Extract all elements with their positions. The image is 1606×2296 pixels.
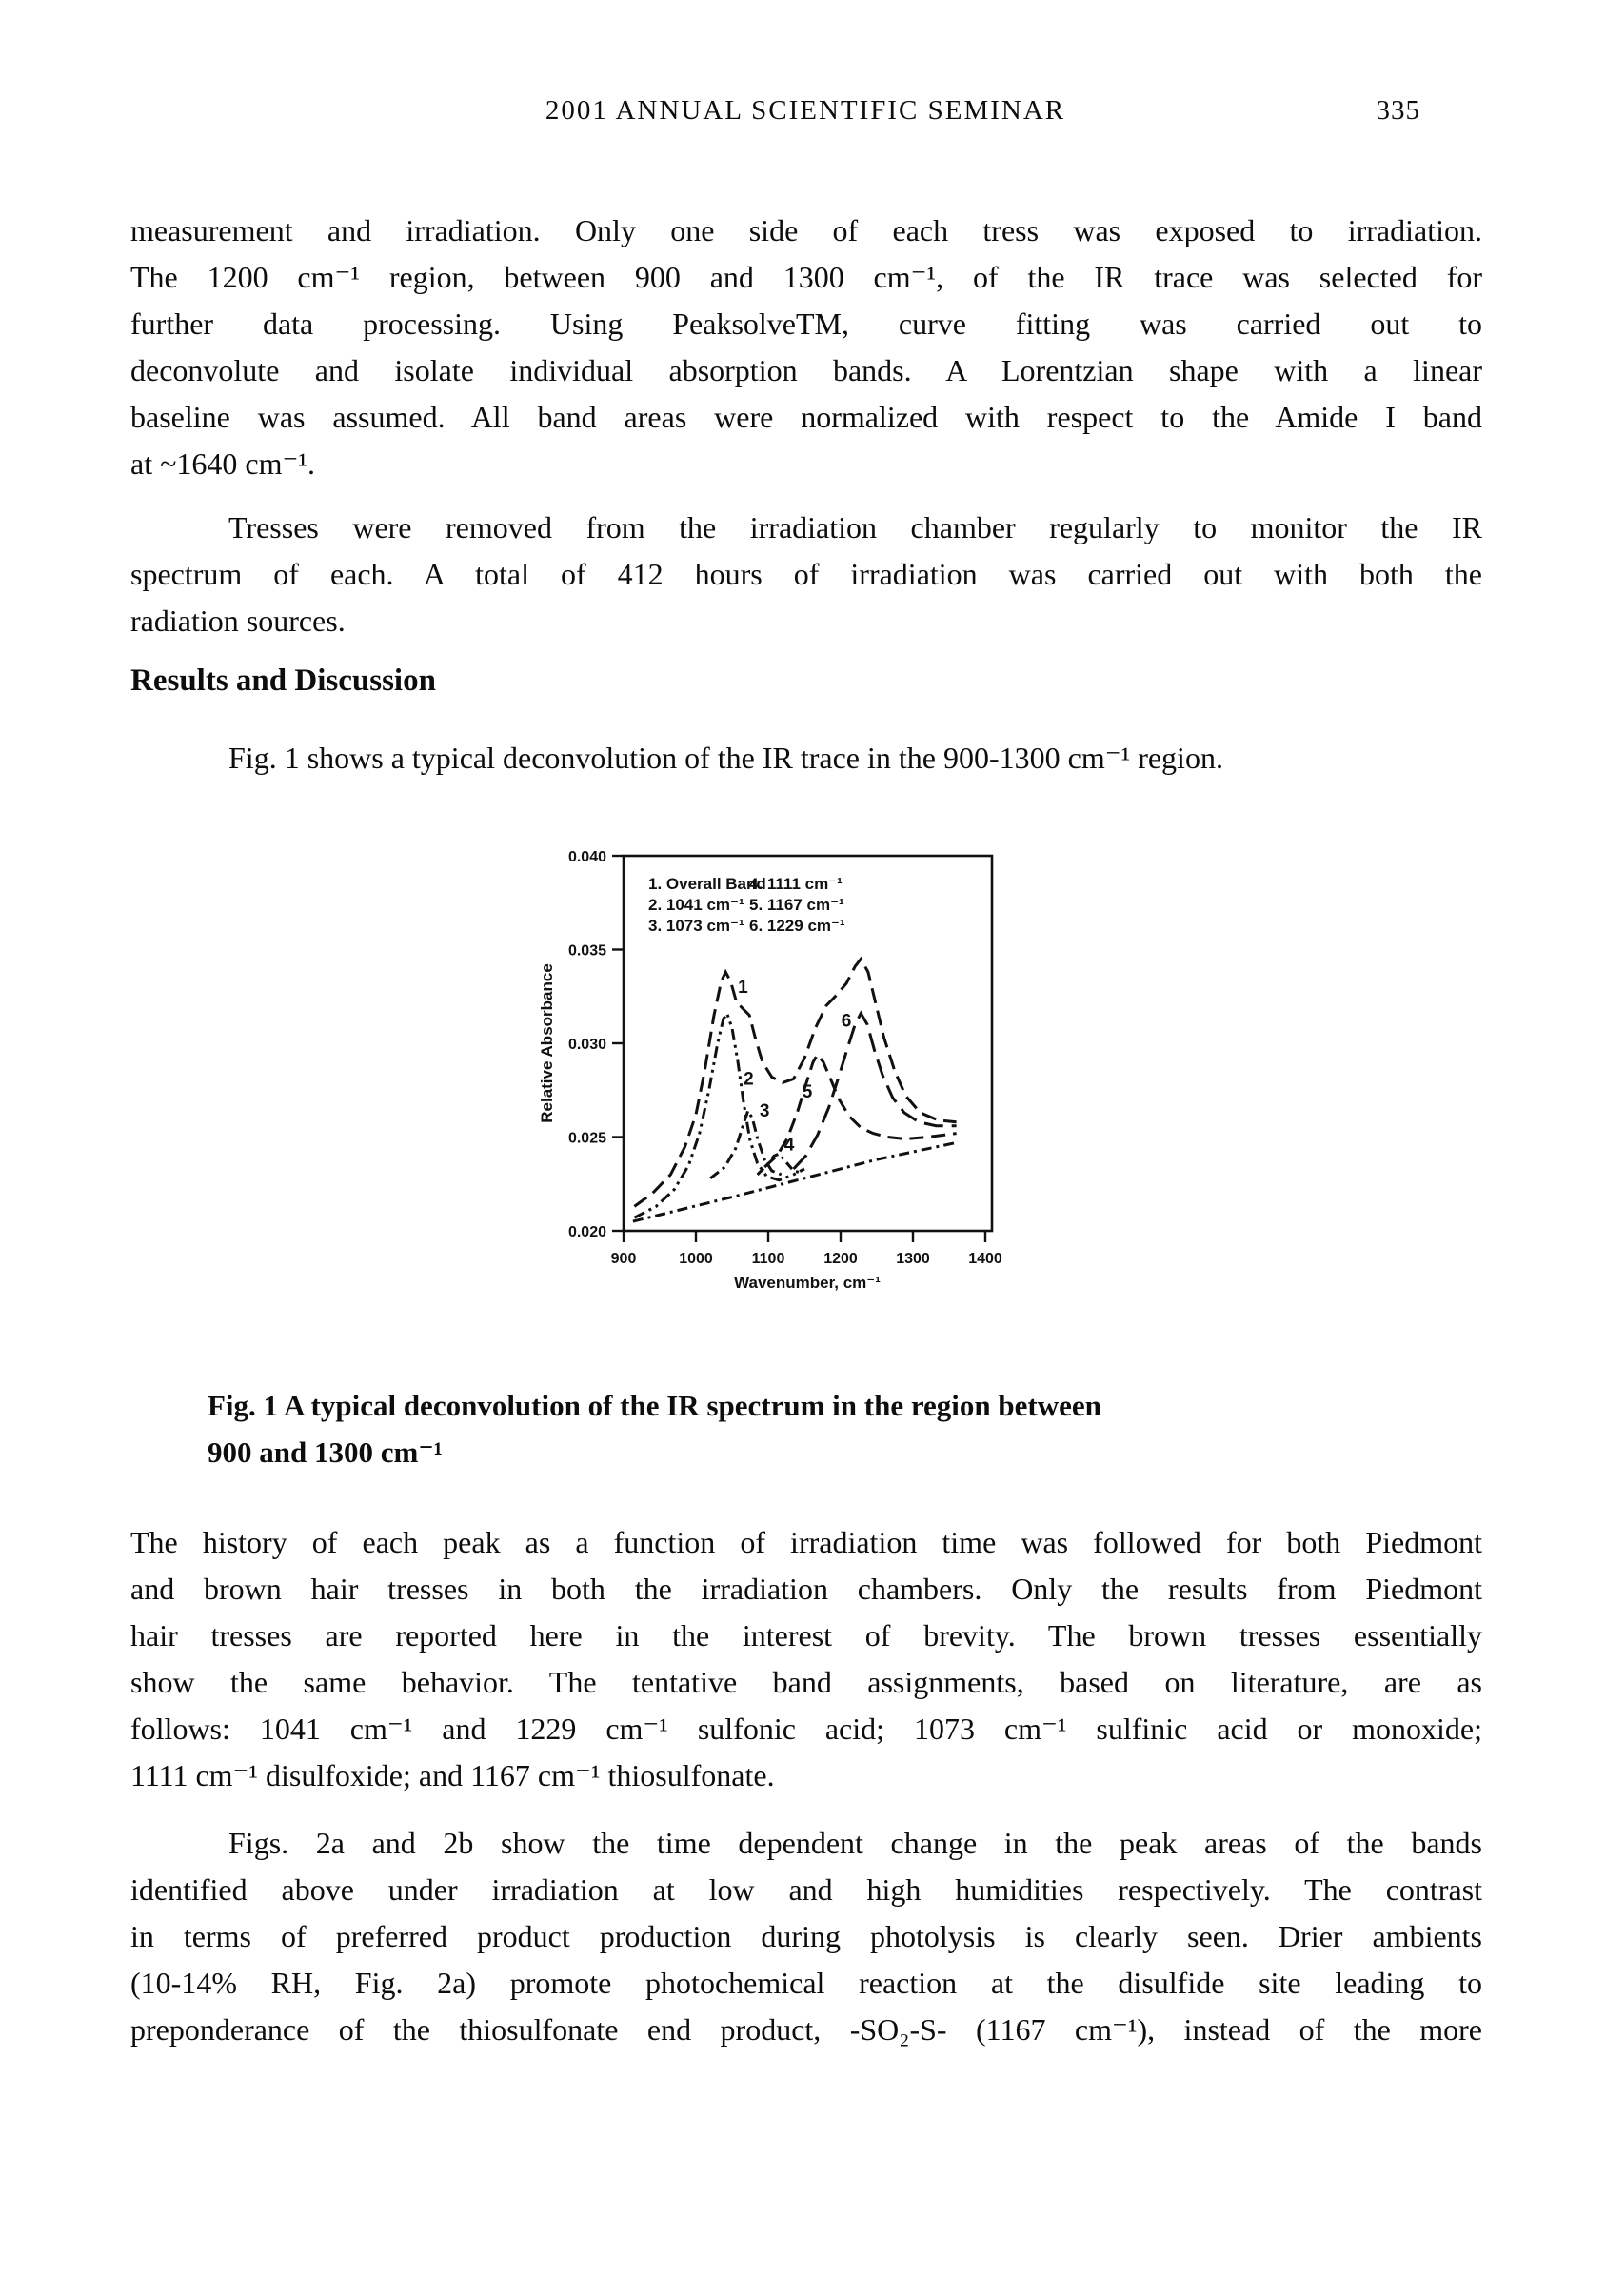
paragraph-methods-1 (130, 208, 1482, 487)
series-band-1073 (710, 1111, 782, 1178)
legend-item-6: 6. 1229 cm⁻¹ (749, 917, 845, 935)
series-overall-band (634, 959, 956, 1206)
running-head-title: 2001 ANNUAL SCIENTIFIC SEMINAR (545, 95, 1066, 126)
text-line: Figs. 2a and 2b show the time dependent change in the peak areas of the bands (228, 1826, 1482, 1860)
band-label-4: 4 (783, 1135, 795, 1156)
band-label-5: 5 (802, 1082, 813, 1103)
x-tick-label: 1400 (968, 1251, 1002, 1267)
paragraph-discussion-2 (130, 1820, 1482, 2053)
text-line: deconvolute and isolate individual absorption bands. A Lorentzian shape with a linear (130, 353, 1482, 387)
text-line: Tresses were removed from the irradiation chamber regularly to monitor the IR (228, 510, 1482, 544)
text-line: further data processing. Using PeaksolveTM, curve fitting was carried out to (130, 307, 1482, 341)
x-axis-title: Wavenumber, cm⁻¹ (734, 1274, 881, 1292)
y-tick-label: 0.020 (567, 1224, 606, 1240)
text-line: in terms of preferred product production during photolysis is clearly seen. Drier ambients (130, 1919, 1482, 1953)
text-line: Fig. 1 shows a typical deconvolution of the IR trace in the 900-1300 cm⁻¹ region. (228, 741, 1223, 775)
y-axis-title: Relative Absorbance (538, 963, 556, 1123)
legend-item-5: 5. 1167 cm⁻¹ (749, 896, 844, 914)
series-band-1111 (758, 1154, 802, 1175)
figure-caption-line-2: 900 and 1300 cm⁻¹ (208, 1435, 443, 1469)
y-tick-label: 0.035 (567, 942, 606, 960)
text-line: hair tresses are reported here in the interest of brevity. The brown tresses essentially (130, 1618, 1482, 1653)
y-tick-label: 0.025 (567, 1130, 606, 1147)
page-number: 335 (1376, 95, 1420, 126)
band-label-1: 1 (738, 977, 748, 998)
x-tick-label: 900 (610, 1251, 637, 1267)
x-tick-label: 1300 (896, 1251, 930, 1267)
text-line: 1111 cm⁻¹ disulfoxide; and 1167 cm⁻¹ thiosulfonate. (130, 1758, 775, 1792)
section-heading-results: Results and Discussion (130, 663, 436, 698)
figure-caption (208, 1382, 1398, 1475)
x-tick-label: 1100 (751, 1251, 785, 1267)
text-line: baseline was assumed. All band areas were normalized with respect to the Amide I band (130, 400, 1482, 434)
text-line: The history of each peak as a function of irradiation time was followed for both Piedmont (130, 1525, 1482, 1559)
y-tick-label: 0.030 (567, 1037, 606, 1053)
text-line: show the same behavior. The tentative band assignments, based on literature, are as (130, 1665, 1482, 1699)
band-label-2: 2 (744, 1069, 754, 1090)
ir-spectrum-chart (409, 812, 1057, 1316)
text-line: radiation sources. (130, 604, 346, 638)
text-line: spectrum of each. A total of 412 hours of irradiation was carried out with both the (130, 557, 1482, 591)
text-line: The 1200 cm⁻¹ region, between 900 and 1300 cm⁻¹, of the IR trace was selected for (130, 260, 1482, 294)
y-tick-label: 0.040 (567, 849, 606, 865)
text-line: (10-14% RH, Fig. 2a) promote photochemical reaction at the disulfide site leading to (130, 1966, 1482, 2000)
text-line: follows: 1041 cm⁻¹ and 1229 cm⁻¹ sulfonic acid; 1073 cm⁻¹ sulfinic acid or monoxide; (130, 1712, 1482, 1746)
paragraph-discussion-1 (130, 1519, 1482, 1799)
legend-item-2: 2. 1041 cm⁻¹ (648, 896, 744, 914)
text-line: at ~1640 cm⁻¹. (130, 446, 315, 481)
legend-item-3: 3. 1073 cm⁻¹ (648, 917, 744, 935)
band-label-3: 3 (759, 1100, 770, 1121)
text-line: measurement and irradiation. Only one side of each tress was exposed to irradiation. (130, 213, 1482, 247)
x-tick-label: 1000 (679, 1251, 713, 1267)
page-header (130, 95, 1480, 137)
text-line: identified above under irradiation at low and high humidities respectively. The contrast (130, 1872, 1482, 1907)
legend-item-4: 4. 1111 cm⁻¹ (749, 875, 843, 893)
paragraph-methods-2 (130, 505, 1482, 644)
paragraph-results-intro (130, 735, 1482, 782)
series-band-1229 (794, 1014, 957, 1170)
text-line: and brown hair tresses in both the irradiation chambers. Only the results from Piedmont (130, 1572, 1482, 1606)
text-line: preponderance of the thiosulfonate end product, -SO₂-S- (1167 cm⁻¹), instead of the more (130, 2012, 1482, 2047)
legend-item-1: 1. Overall Band (648, 875, 766, 893)
band-label-6: 6 (841, 1011, 852, 1032)
x-tick-label: 1200 (823, 1251, 858, 1267)
figure-caption-line-1: Fig. 1 A typical deconvolution of the IR spectrum in the region between (208, 1389, 1101, 1422)
